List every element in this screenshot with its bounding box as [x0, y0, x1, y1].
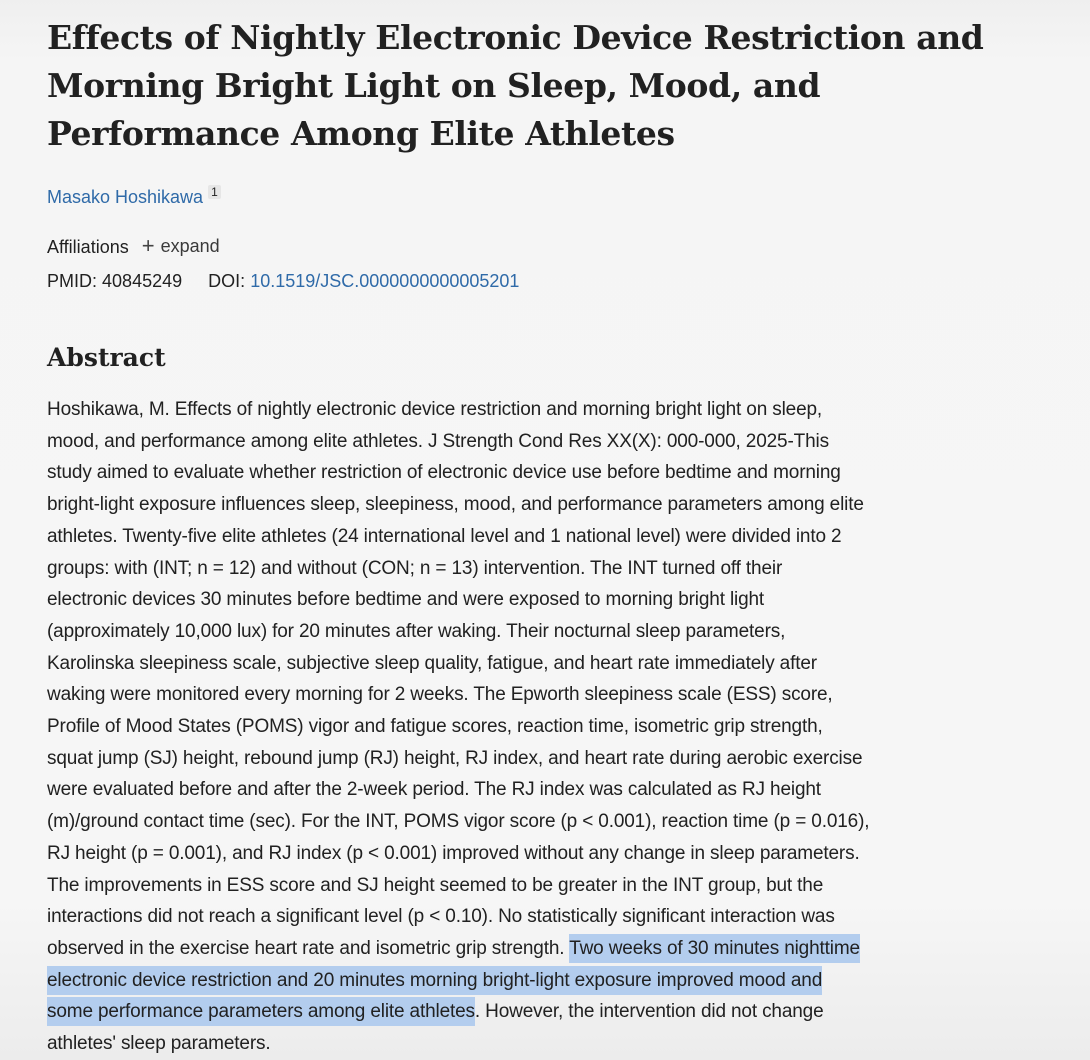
- title-line: Effects of Nightly Electronic Device Restriction and: [47, 18, 984, 57]
- doi-label: DOI:: [208, 271, 246, 291]
- article-title: [47, 14, 1007, 158]
- plus-icon: +: [141, 233, 155, 258]
- abstract-line: The improvements in ESS score and SJ height seemed to be greater in the INT group, but the: [47, 874, 824, 896]
- pmid-label: PMID:: [47, 271, 98, 291]
- abstract-text: [47, 394, 1047, 1060]
- selected-text[interactable]: electronic device restriction and 20 minutes morning bright-light exposure improved mood and: [47, 966, 822, 995]
- abstract-line: mood, and performance among elite athletes. J Strength Cond Res XX(X): 000-000, 2025-This: [47, 430, 829, 452]
- abstract-line: electronic devices 30 minutes before bedtime and were exposed to morning bright light: [47, 589, 765, 611]
- abstract-line: Karolinska sleepiness scale, subjective sleep quality, fatigue, and heart rate immediately after: [47, 652, 817, 674]
- selected-text[interactable]: Two weeks of 30 minutes nighttime: [569, 934, 860, 963]
- abstract-line: (approximately 10,000 lux) for 20 minutes after waking. Their nocturnal sleep parameters,: [47, 620, 786, 642]
- abstract-line: athletes' sleep parameters.: [47, 1033, 271, 1055]
- expand-affiliations-button[interactable]: [142, 233, 220, 259]
- author-list: [47, 184, 221, 210]
- abstract-text-segment: . However, the intervention did not change: [474, 1001, 824, 1023]
- affiliations-label: Affiliations: [47, 237, 129, 257]
- affiliations-row: [47, 233, 220, 260]
- abstract-line: Profile of Mood States (POMS) vigor and fatigue scores, reaction time, isometric grip strength,: [47, 716, 823, 738]
- title-line: Performance Among Elite Athletes: [47, 114, 675, 153]
- expand-label: expand: [160, 236, 220, 256]
- abstract-line: [47, 965, 1047, 997]
- abstract-line: [47, 933, 1047, 965]
- abstract-line: squat jump (SJ) height, rebound jump (RJ) height, RJ index, and heart rate during aerobic exercise: [47, 747, 863, 769]
- doi-link[interactable]: 10.1519/JSC.0000000000005201: [250, 271, 520, 291]
- abstract-line: groups: with (INT; n = 12) and without (CON; n = 13) intervention. The INT turned off their: [47, 557, 783, 579]
- abstract-text-segment: observed in the exercise heart rate and isometric grip strength.: [47, 937, 570, 959]
- selected-text[interactable]: some performance parameters among elite athletes: [47, 997, 475, 1026]
- affiliation-ref-badge[interactable]: 1: [208, 185, 221, 199]
- abstract-line: (m)/ground contact time (sec). For the INT, POMS vigor score (p < 0.001), reaction time (p = 0.016),: [47, 811, 870, 833]
- abstract-line: athletes. Twenty-five elite athletes (24 international level and 1 national level) were divided into 2: [47, 525, 842, 547]
- abstract-line: were evaluated before and after the 2-week period. The RJ index was calculated as RJ height: [47, 779, 821, 801]
- identifiers-row: [47, 268, 519, 294]
- abstract-line: RJ height (p = 0.001), and RJ index (p < 0.001) improved without any change in sleep parameters.: [47, 842, 860, 864]
- abstract-line: Hoshikawa, M. Effects of nightly electronic device restriction and morning bright light on sleep,: [47, 399, 823, 420]
- pmid-value: 40845249: [102, 271, 183, 291]
- abstract-line: interactions did not reach a significant level (p < 0.10). No statistically significant interaction was: [47, 906, 835, 928]
- abstract-line: study aimed to evaluate whether restriction of electronic device use before bedtime and morning: [47, 462, 841, 484]
- abstract-heading: Abstract: [47, 343, 166, 372]
- title-line: Morning Bright Light on Sleep, Mood, and: [47, 66, 821, 105]
- abstract-line: bright-light exposure influences sleep, sleepiness, mood, and performance parameters among elite: [47, 494, 864, 516]
- abstract-line: waking were monitored every morning for 2 weeks. The Epworth sleepiness scale (ESS) score,: [47, 684, 833, 706]
- author-link[interactable]: Masako Hoshikawa: [47, 187, 204, 207]
- abstract-line: [47, 996, 1047, 1028]
